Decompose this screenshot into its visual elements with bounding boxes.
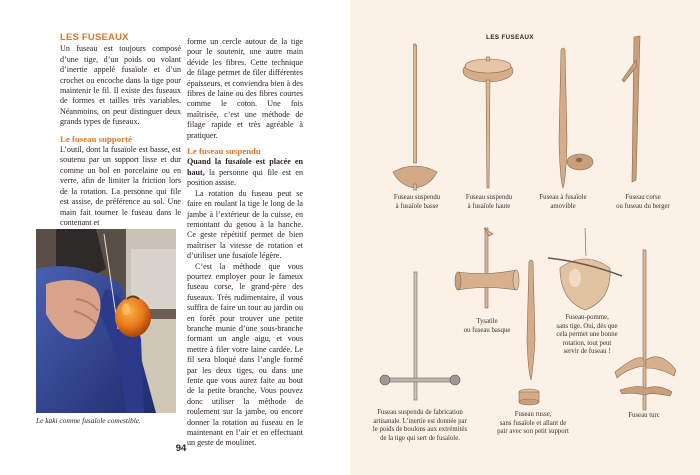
spindle-low-whorl-illustration (393, 44, 437, 191)
spindle-turkish-illustration (615, 250, 676, 410)
column2-paragraph-2: La rotation du fuseau peut se faire en roulant la tige le long de la jambe à l’extérieur de la cuisse, en remontant du genou à la hanche. Ce geste répétitif permet de bien maîtriser la vitesse de rotation et d’utiliser une fusaïole légère. (187, 188, 303, 261)
photo-caption: Le kaki comme fusaïole comestible. (36, 416, 141, 425)
subheading-suspended-spindle: Le fuseau suspendu (187, 146, 261, 157)
spindle-high-whorl-illustration (463, 57, 513, 188)
label-removable-whorl: Fuseau à fusaïole amovible (539, 194, 587, 210)
spindle-handmade-illustration (380, 272, 460, 400)
label-turkish: Fuseau turc (628, 412, 660, 419)
spindle-apple-illustration (548, 228, 622, 310)
label-apple: Fuseau-pomme, sans tige. Oui, dès que cela permet une bonne rotation, tout peut servir de fuseau ! (556, 314, 618, 356)
label-russian: Fuseau russe, sans fusaïole et allant de pair avec son petit support (497, 411, 569, 436)
lead-continuation: la personne qui file est en position assise. (187, 167, 303, 188)
spindle-corsican-illustration (622, 36, 640, 182)
page-number: 94 (175, 443, 187, 454)
label-low-whorl: Fuseau suspendu à fusaïole basse (393, 194, 441, 210)
label-basque: Tysatile ou fuseau basque (463, 318, 511, 334)
label-corsican: Fuseau corse ou fuseau du berger (616, 194, 670, 210)
column2-paragraph-1: forme un cercle autour de la tige pour le soutenir, une autre main dévide les fibres. Cette technique de filage permet de filer différentes épaisseurs, et conviendra bien à des fibres de laine ou des fibres courtes comme le coton. Une fois maîtrisée, c’est une méthode de filage rapide et très agréable à pratiquer. (187, 37, 303, 140)
section-title: LES FUSEAUX (60, 32, 129, 43)
spindle-removable-whorl-illustration (559, 48, 593, 188)
spindle-russian-illustration (519, 260, 539, 405)
column2-paragraph-3: C’est la méthode que vous pourrez employer pour le fameux fuseau corse, le grand-père des fuseaux. Très rudimentaire, il vous suffira de faire un tour au jardin ou en forêt pour trouver une petite branche munie d’une sous-branche formant un angle aigu, et vous mettre à filer votre laine cardée. Le fil sera bloqué dans l’angle formé par les deux tiges, ou dans une fente que vous aurez faite au bout de la petite branche. Vous pouvez donc utiliser la méthode de roulement sur la jambe, ou encore donner la rotation au fuseau en le maintenant en l’air et en effectuant un geste de moulinet. (187, 261, 303, 448)
right-page-title: LES FUSEAUX (486, 34, 534, 41)
supported-spindle-paragraph: L’outil, dont la fusaïole est basse, est soutenu par un support lisse et dur comme un bol en porcelaine ou en verre, afin de limiter la friction lors de la rotation. La personne qui file est assise, de préférence au sol. Une main fait tourner le fuseau dans le contenant et (60, 145, 181, 227)
subheading-supported-spindle: Le fuseau supporté (60, 133, 132, 144)
spindle-basque-illustration (455, 228, 519, 308)
label-handmade: Fuseau suspendu de fabrication artisanale. L’inertie est donnée par le poids de boulons aux extrémités de la tige qui sert de fusaïole. (372, 409, 468, 442)
lead-text: Quand la fusaïole est placée en haut, (187, 157, 303, 177)
intro-paragraph: Un fuseau est toujours composé d’une tige, d’un poids ou volant d’inertie appelé fusaïole et d’un crochet ou encoche dans la tige pour maintenir le fil. Il existe des fuseaux de formes et tailles très variables. Néanmoins, on peut distinguer deux grands types de fuseaux. (60, 44, 181, 127)
label-high-whorl: Fuseau suspendu à fusaïole haute (465, 194, 513, 210)
